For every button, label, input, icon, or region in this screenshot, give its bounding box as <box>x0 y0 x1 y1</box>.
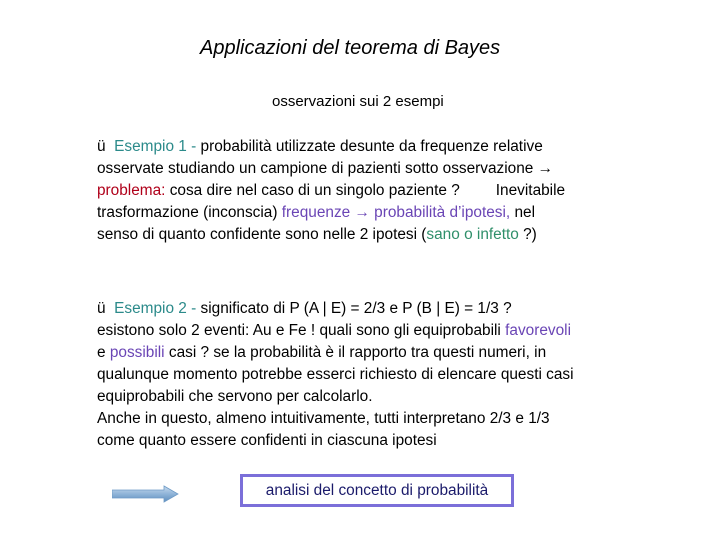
transform-text: trasformazione (inconscia) <box>97 204 282 221</box>
example-2-line-5: equiprobabili che servono per calcolarlo. <box>97 388 373 405</box>
example-1-line-1 <box>97 136 667 158</box>
example-1-label: Esempio 1 - <box>114 138 197 155</box>
example-2-line-6: Anche in questo, almeno intuitivamente, tutti interpretano 2/3 e 1/3 <box>97 410 550 427</box>
example-1-line-2: osservate studiando un campione di pazienti sotto osservazione → <box>97 160 554 177</box>
checkmark-icon: ü <box>97 138 106 155</box>
example-1-line-4 <box>97 202 667 224</box>
example-1-text: probabilità utilizzate desunte da frequenze relative <box>196 138 543 155</box>
problem-label: problema: <box>97 182 166 199</box>
example-2-paragraph <box>97 298 667 452</box>
confidence-end-text: ?) <box>518 226 537 243</box>
example-1-line-3 <box>97 180 667 202</box>
example-1-paragraph <box>97 136 667 246</box>
checkmark-icon: ü <box>97 300 106 317</box>
slide-title: Applicazioni del teorema di Bayes <box>200 37 501 59</box>
slide-subtitle: osservazioni sui 2 esempi <box>272 93 444 110</box>
cases-text: casi ? se la probabilità è il rapporto tra questi numeri, in <box>164 344 547 361</box>
favorable-text: favorevoli <box>505 322 571 339</box>
health-status-text: sano o infetto <box>426 226 519 243</box>
example-2-text: significato di P (A | E) = 2/3 e P (B | E) = 1/3 ? <box>196 300 512 317</box>
possible-text: possibili <box>109 344 165 361</box>
and-text: e <box>97 344 110 361</box>
example-2-line-1 <box>97 298 667 320</box>
inevitable-text: Inevitabile <box>495 182 566 199</box>
problem-text: cosa dire nel caso di un singolo paziente ? <box>165 182 460 199</box>
events-text: esistono solo 2 eventi: Au e Fe ! quali sono gli equiprobabili <box>97 322 506 339</box>
right-arrow-icon[interactable] <box>112 485 180 503</box>
probability-concept-link[interactable] <box>240 474 514 507</box>
confidence-text: senso di quanto confidente sono nelle 2 ipotesi ( <box>97 226 427 243</box>
frequency-probability-text: frequenze → probabilità d’ipotesi, <box>281 204 511 221</box>
transform-end-text: nel <box>510 204 536 221</box>
example-2-line-3 <box>97 342 667 364</box>
probability-concept-label: analisi del concetto di probabilità <box>265 481 489 499</box>
example-1-line-5 <box>97 224 667 246</box>
example-2-line-2 <box>97 320 667 342</box>
example-2-line-4: qualunque momento potrebbe esserci richiesto di elencare questi casi <box>97 366 574 383</box>
example-2-label: Esempio 2 - <box>114 300 197 317</box>
example-2-line-7: come quanto essere confidenti in ciascuna ipotesi <box>97 432 437 449</box>
